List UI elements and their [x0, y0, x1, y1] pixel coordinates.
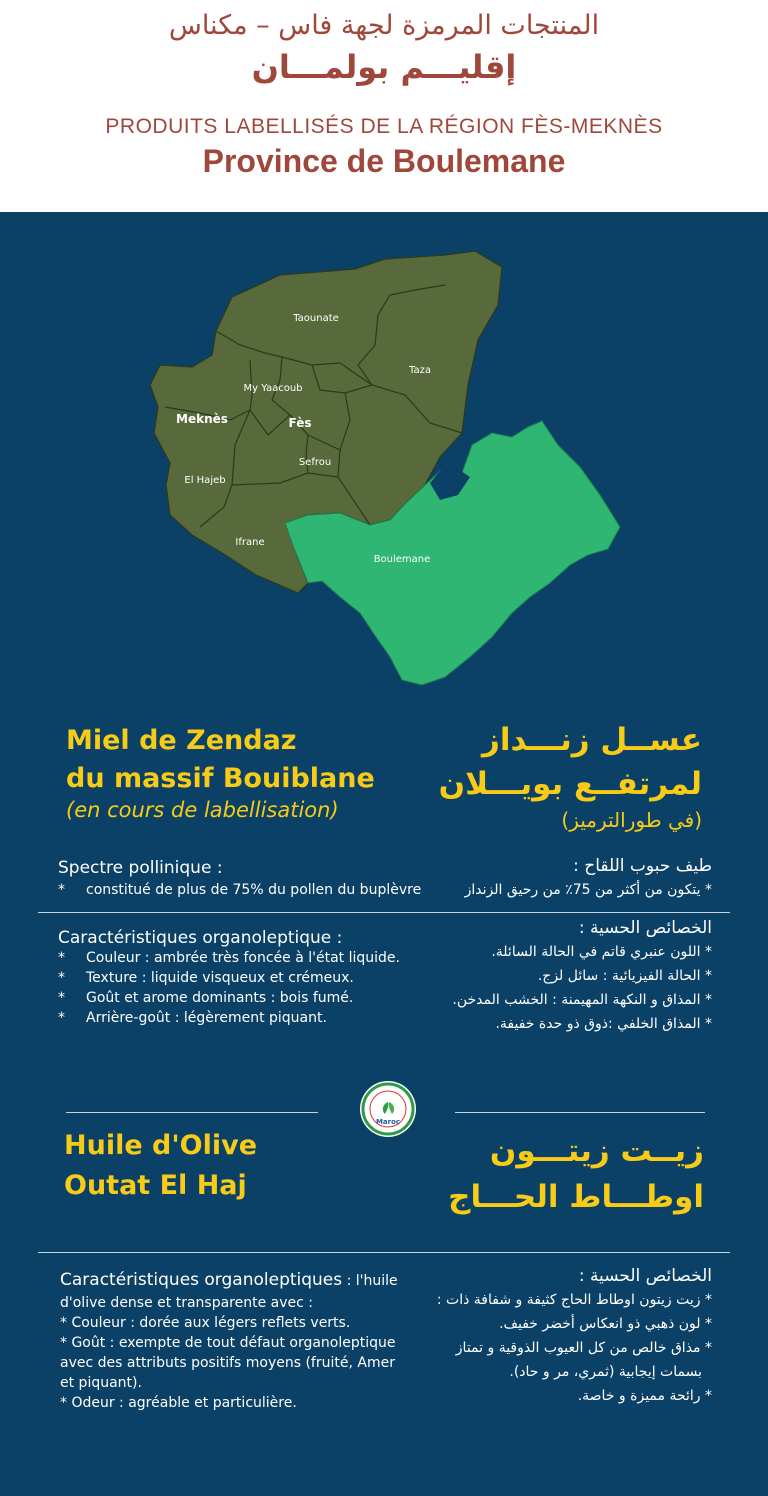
organo-ar-item-2: * الحالة الفيزيائية : سائل لزج.	[537, 968, 712, 984]
product2-organo-heading-fr: Caractéristiques organoleptiques : l'huile	[60, 1270, 398, 1290]
map-label-ifrane: Ifrane	[235, 537, 265, 548]
product1-title-fr	[66, 722, 375, 798]
organo-ar-item-3: * المذاق و النكهة المهيمنة : الخشب المدخن.	[452, 992, 712, 1008]
pollen-item-fr: * constitué de plus de 75% du pollen du buplèvre	[58, 882, 422, 898]
product2-title-fr-line1: Huile d'Olive	[64, 1130, 258, 1161]
product1-title-fr-line2: du massif Bouiblane	[66, 763, 375, 794]
divider-2	[38, 1252, 730, 1253]
seal-text: Maroc	[375, 1118, 401, 1126]
product2-ar-line-5: * رائحة مميزة و خاصة.	[577, 1388, 712, 1404]
product2-title-ar	[384, 1128, 704, 1220]
divider-left	[66, 1112, 318, 1113]
map-label-taounate: Taounate	[293, 313, 339, 324]
product2-ar-line-1: * زيت زيتون اوطاط الحاج كثيفة و شفافة ذات :	[436, 1292, 712, 1308]
product2-title-ar-line2: اوطـــاط الحـــاج	[448, 1179, 704, 1215]
organo-fr-item-4: * Arrière-goût : légèrement piquant.	[58, 1010, 327, 1026]
map-label-meknes: Meknès	[176, 412, 228, 426]
product2-ar-line-3: * مذاق خالص من كل العيوب الذوقية و تمتاز	[455, 1340, 712, 1356]
pollen-item-ar: * يتكون من أكثر من 75٪ من رحيق الزنداز	[464, 882, 712, 898]
map-label-el-hajeb: El Hajeb	[184, 475, 226, 486]
product2-fr-line-5: et piquant).	[60, 1375, 142, 1391]
product2-fr-line-4: avec des attributs positifs moyens (fruité, Amer	[60, 1355, 395, 1371]
product2-title-ar-line1: زيــت زيتـــون	[489, 1133, 704, 1169]
product1-title-ar-line2: لمرتفــع بويـــلان	[438, 766, 702, 802]
header-french-line1: PRODUITS LABELLISÉS DE LA RÉGION FÈS-MEKNÈS	[105, 115, 663, 138]
product2-title-fr	[64, 1126, 257, 1206]
header-french-line2: Province de Boulemane	[202, 143, 566, 179]
pollen-heading-ar: طيف حبوب اللقاح :	[573, 856, 712, 876]
organo-ar-item-4: * المذاق الخلفي :ذوق ذو حدة خفيفة.	[495, 1016, 712, 1032]
product1-title-ar-line1: عســل زنـــداز	[481, 722, 702, 758]
pollen-heading-fr: Spectre pollinique :	[58, 858, 223, 878]
product2-fr-line-3: * Goût : exempte de tout défaut organoleptique	[60, 1335, 396, 1351]
product2-ar-line-2: * لون ذهبي ذو انعكاس أخضر خفيف.	[499, 1316, 712, 1332]
product2-fr-line-1: d'olive dense et transparente avec :	[60, 1295, 313, 1311]
divider-right	[455, 1112, 705, 1113]
header-arabic-line2: إقليـــم بولمـــان	[251, 48, 517, 86]
map-label-fes: Fès	[288, 416, 312, 430]
product1-subtitle-ar: (في طورالترميز)	[561, 808, 702, 832]
organo-fr-item-2: * Texture : liquide visqueux et crémeux.	[58, 970, 354, 986]
product2-fr-line-6: * Odeur : agréable et particulière.	[60, 1395, 297, 1411]
map-label-my-yaacoub: My Yaacoub	[243, 383, 303, 394]
organo-ar-item-1: * اللون عنبري قاتم في الحالة السائلة.	[491, 944, 712, 960]
header	[0, 0, 768, 212]
header-arabic-line1: المنتجات المرمزة لجهة فاس – مكناس	[168, 10, 600, 41]
product2-organo-heading-ar: الخصائص الحسية :	[578, 1266, 712, 1286]
divider-1	[38, 912, 730, 913]
region-map	[140, 245, 630, 690]
product1-subtitle-fr: (en cours de labellisation)	[66, 798, 339, 822]
organo-heading-fr: Caractéristiques organoleptique :	[58, 928, 343, 948]
organo-heading-ar: الخصائص الحسية :	[578, 918, 712, 938]
product1-title-fr-line1: Miel de Zendaz	[66, 725, 297, 756]
product2-ar-line-4: بسمات إيجابية (ثمري، مر و حاد).	[509, 1364, 702, 1380]
map-label-sefrou: Sefrou	[298, 457, 332, 468]
product2-fr-line-2: * Couleur : dorée aux légers reflets verts.	[60, 1315, 351, 1331]
map-label-taza: Taza	[409, 365, 431, 376]
map-label-boulemane: Boulemane	[373, 554, 431, 565]
product2-title-fr-line2: Outat El Haj	[64, 1170, 247, 1201]
organo-fr-item-1: * Couleur : ambrée très foncée à l'état liquide.	[58, 950, 400, 966]
product1-title-ar	[382, 718, 702, 806]
organo-fr-item-3: * Goût et arome dominants : bois fumé.	[58, 990, 354, 1006]
